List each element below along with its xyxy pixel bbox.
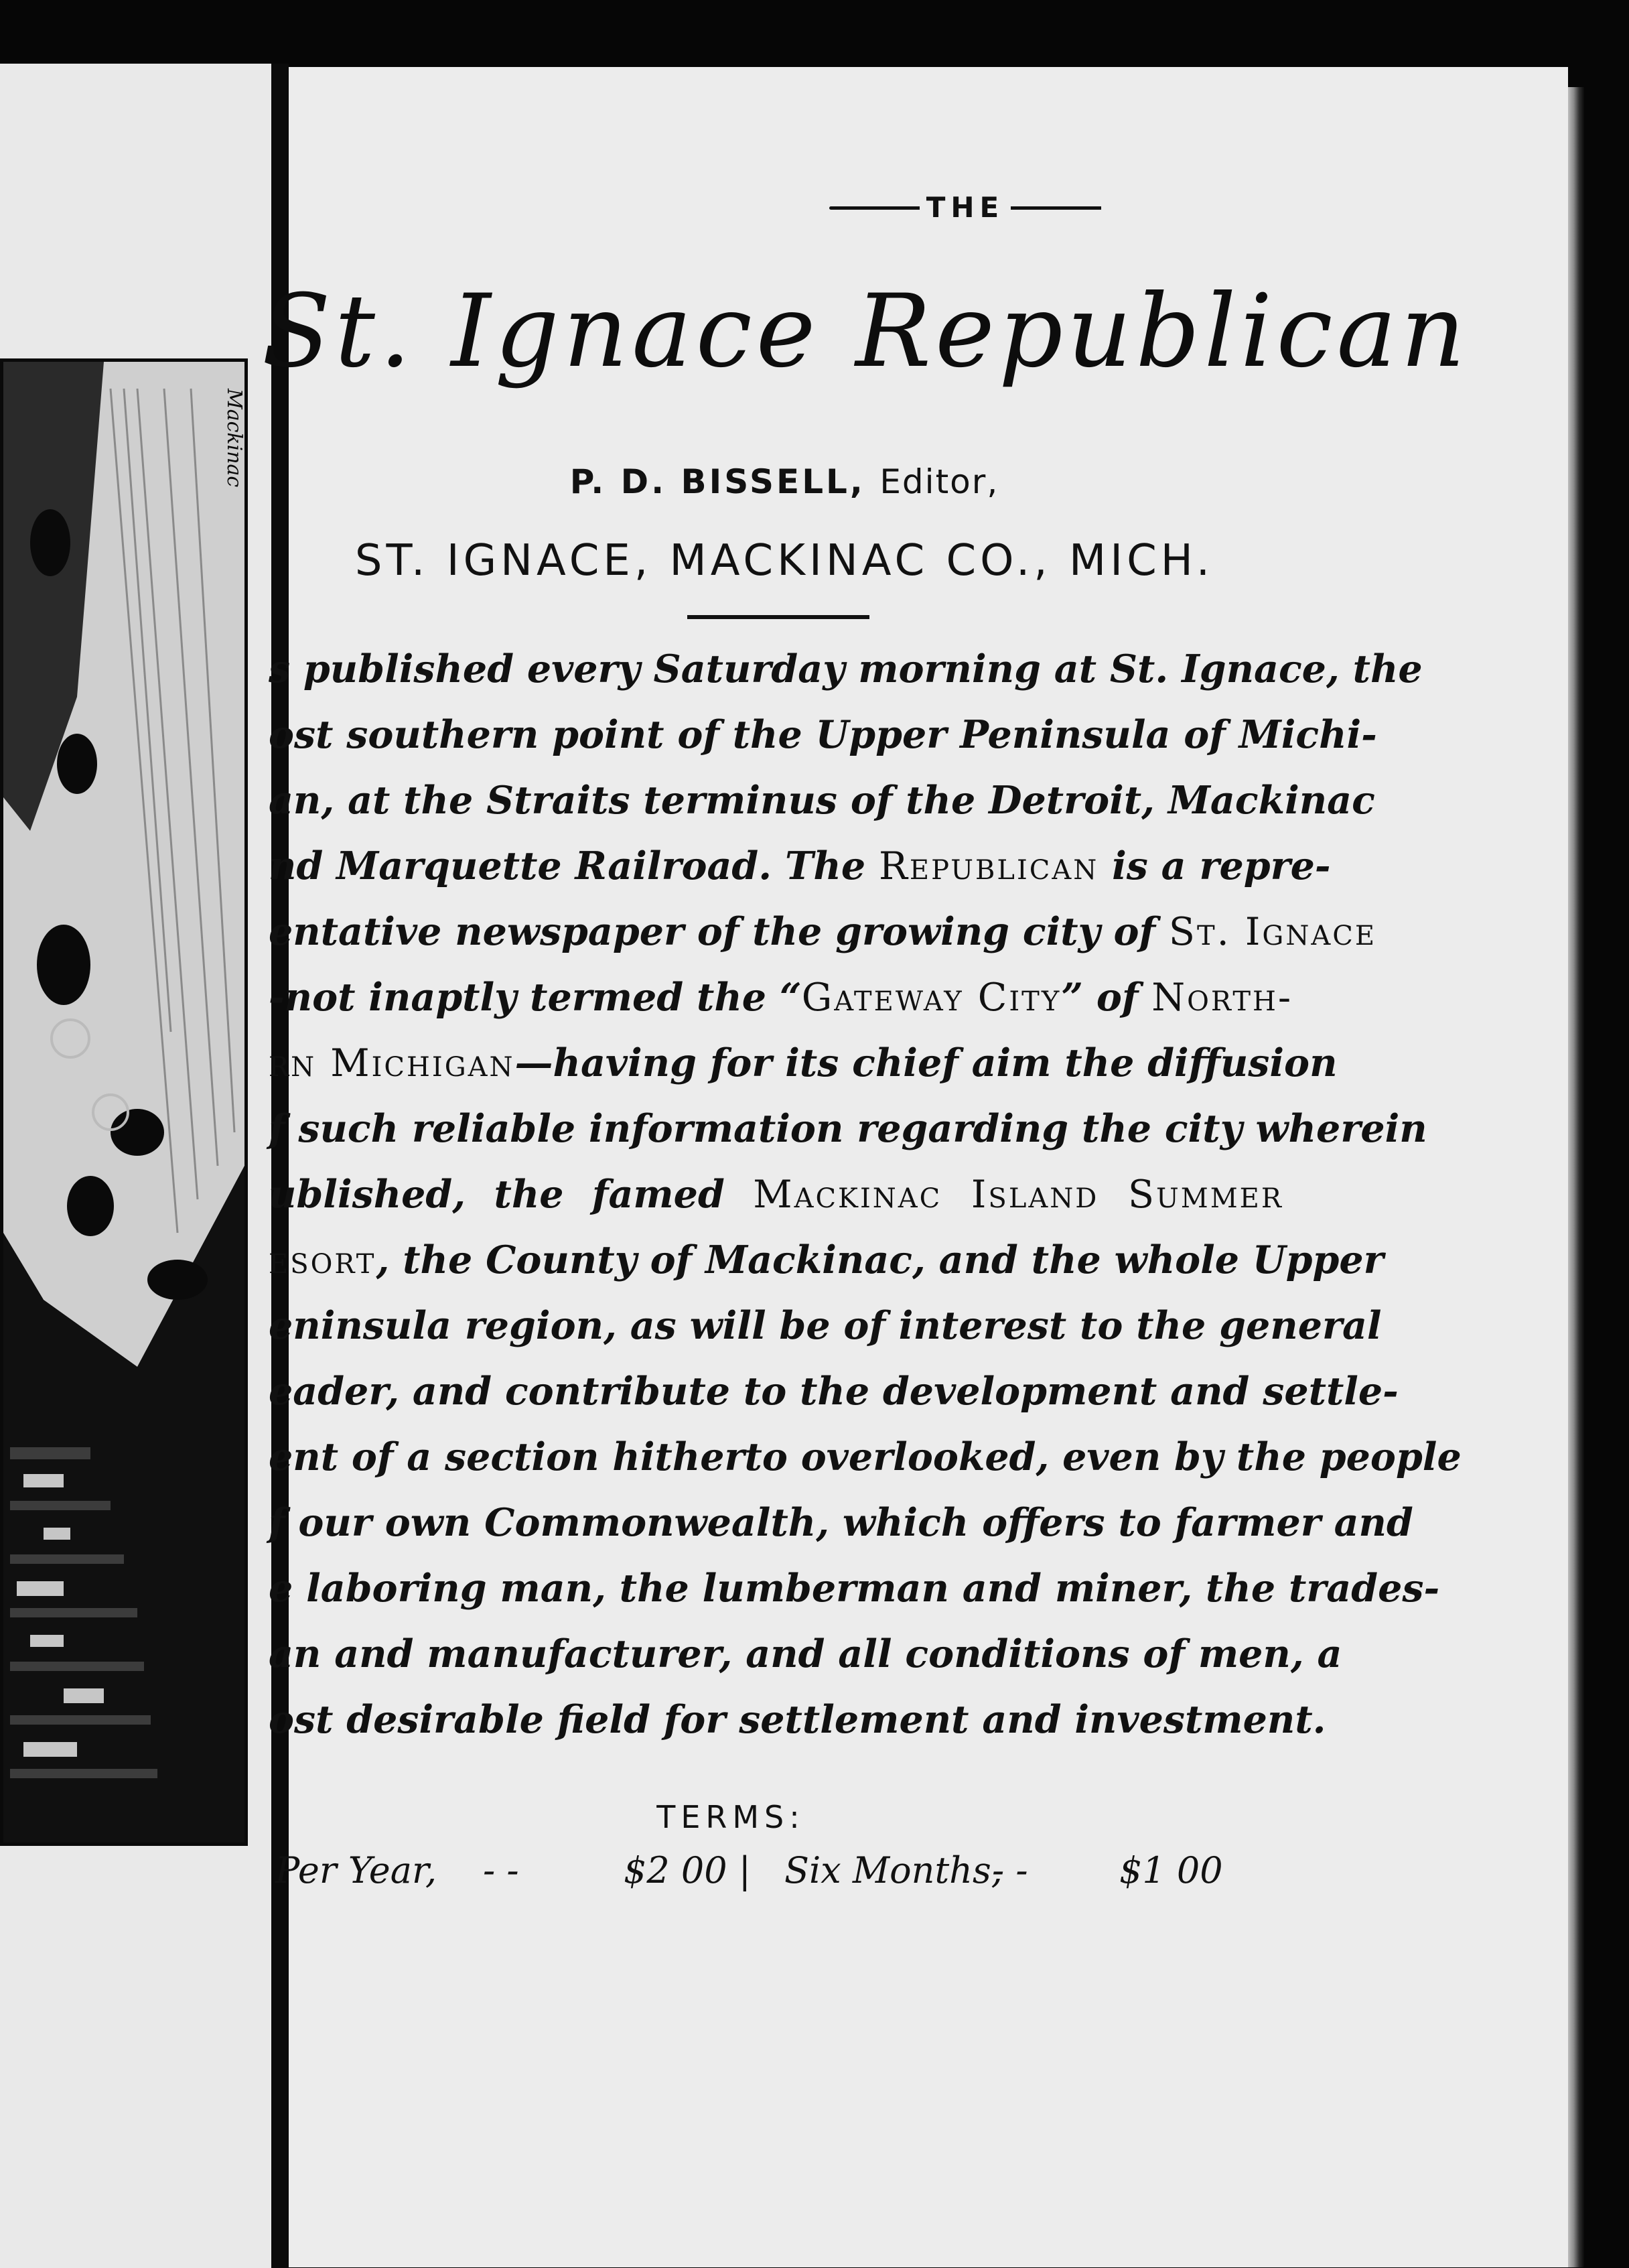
body-line bbox=[269, 1293, 1382, 1359]
per-year-dashes: - - bbox=[483, 1849, 519, 1891]
body-text-run: s published every Saturday morning at St. Ignace, the bbox=[269, 647, 1423, 691]
body-text-run: —having for its chief aim the diffusion bbox=[514, 1041, 1338, 1085]
small-caps-text: St. Ignace bbox=[1168, 910, 1377, 954]
body-text-run: e laboring man, the lumberman and miner, the trades- bbox=[269, 1566, 1440, 1611]
body-text-run: eader, and contribute to the development and settle- bbox=[269, 1369, 1399, 1414]
body-text-run: ent of a section hitherto overlooked, even by the people bbox=[269, 1435, 1462, 1479]
body-line bbox=[269, 1556, 1440, 1621]
ornament-rule-right bbox=[1011, 206, 1101, 210]
per-year-label: Per Year, bbox=[275, 1849, 437, 1891]
body-text-run: nd Marquette Railroad. The bbox=[269, 844, 879, 888]
page-edge-shadow bbox=[1568, 87, 1584, 2267]
body-text-run: -not inaptly termed the “ bbox=[269, 975, 802, 1020]
body-line bbox=[269, 965, 1293, 1030]
body-line bbox=[269, 833, 1331, 899]
body-text-run: is a repre- bbox=[1099, 844, 1331, 888]
the-word: THE bbox=[926, 191, 1005, 224]
body-text-run: eninsula region, as will be of interest to the general bbox=[269, 1303, 1382, 1348]
body-line bbox=[269, 1162, 1283, 1227]
editor-role: Editor, bbox=[879, 462, 999, 501]
small-caps-text: Republican bbox=[878, 844, 1099, 888]
location-line: ST. IGNACE, MACKINAC CO., MICH. bbox=[354, 536, 1214, 586]
engraving-image bbox=[3, 362, 244, 1843]
six-months-label: Six Months, bbox=[784, 1849, 1003, 1891]
the-ornament bbox=[637, 188, 1293, 228]
ornament-rule-left bbox=[829, 206, 920, 210]
six-months-dashes: - - bbox=[992, 1849, 1028, 1891]
masthead-title: St. Ignace Republican bbox=[262, 273, 1470, 390]
street-scene-engraving bbox=[0, 358, 248, 1846]
body-line bbox=[269, 1359, 1399, 1424]
body-line bbox=[269, 702, 1377, 768]
body-line bbox=[269, 1030, 1338, 1096]
body-text-run: f such reliable information regarding the city wherein bbox=[269, 1106, 1427, 1151]
editor-name: P. D. BISSELL, bbox=[569, 462, 865, 501]
editor-line bbox=[289, 462, 1280, 501]
advertisement-page bbox=[262, 67, 1568, 2267]
six-months-price: $1 00 bbox=[1119, 1849, 1223, 1891]
small-caps-text: Gateway City bbox=[801, 976, 1062, 1020]
section-divider bbox=[687, 615, 869, 619]
body-text-run: ublished, the famed bbox=[269, 1172, 754, 1217]
description-paragraph bbox=[269, 637, 1462, 1753]
body-line bbox=[269, 899, 1377, 965]
body-text-run: ost desirable field for settlement and investment. bbox=[269, 1697, 1326, 1742]
body-line bbox=[269, 637, 1423, 702]
small-caps-text: Mackinac Island Summer bbox=[753, 1173, 1283, 1217]
per-year-price: $2 00 | bbox=[624, 1849, 751, 1891]
body-line bbox=[269, 1227, 1384, 1293]
body-line bbox=[269, 1096, 1427, 1162]
body-text-run: , the County of Mackinac, and the whole Upper bbox=[376, 1238, 1384, 1282]
engraving-caption: Mackinac bbox=[222, 389, 246, 488]
body-line bbox=[269, 1424, 1462, 1490]
body-text-run: an and manufacturer, and all conditions of men, a bbox=[269, 1631, 1342, 1676]
small-caps-text: North- bbox=[1151, 976, 1293, 1020]
body-line bbox=[269, 1687, 1326, 1753]
small-caps-text: esort bbox=[269, 1238, 376, 1282]
terms-pricing-line bbox=[275, 1849, 1247, 1903]
body-line bbox=[269, 1621, 1342, 1687]
terms-heading: TERMS: bbox=[656, 1799, 805, 1835]
body-text-run: an, at the Straits terminus of the Detroit, Mackinac bbox=[269, 778, 1375, 823]
body-text-run: f our own Commonwealth, which offers to farmer and bbox=[269, 1500, 1413, 1545]
body-line bbox=[269, 768, 1375, 833]
small-caps-text: rn Michigan bbox=[269, 1041, 515, 1085]
body-text-run: ” of bbox=[1061, 975, 1152, 1020]
body-line bbox=[269, 1490, 1413, 1556]
body-text-run: entative newspaper of the growing city of bbox=[269, 909, 1169, 954]
body-text-run: ost southern point of the Upper Peninsula of Michi- bbox=[269, 712, 1377, 757]
